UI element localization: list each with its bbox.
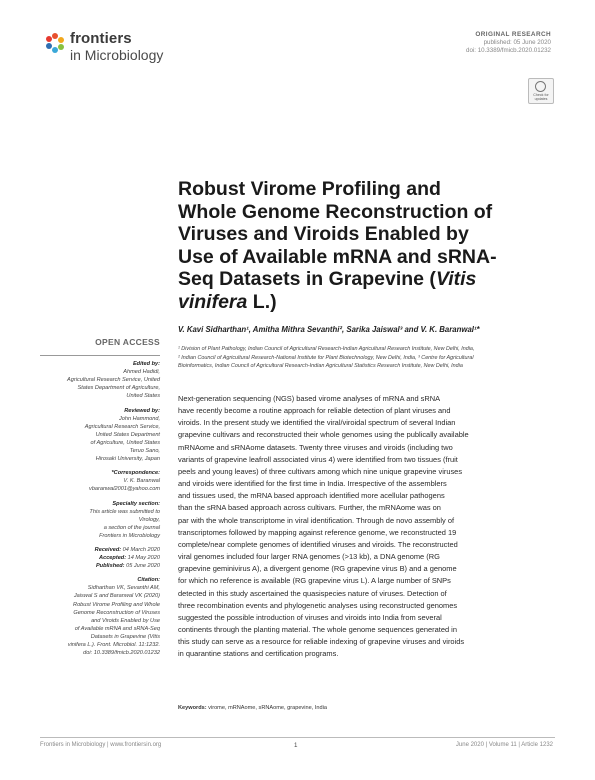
affiliations [178, 345, 553, 371]
abstract-line: for which no reference is available (RG grapevine virus L). A large number of SNPs [178, 576, 451, 586]
specialty-line: This article was submitted to [89, 508, 160, 515]
specialty-line: Frontiers in Microbiology [99, 532, 160, 539]
abstract-line: viral genomes included four larger RNA genomes (>13 kb), a DNA genome (RG [178, 552, 440, 562]
citation-line: Robust Virome Profiling and Whole [73, 601, 160, 608]
footer-journal-link[interactable]: Frontiers in Microbiology | www.frontiersin.org [40, 742, 162, 748]
abstract-line: continents through the planting material. The whole genome sequences generated in [178, 624, 457, 634]
abstract-line: this study can serve as a resource for reliable indexing of grapevine viruses and viroids [178, 637, 465, 647]
accepted-label: Accepted: [99, 555, 127, 562]
affiliation-line: ² Indian Council of Agricultural Research-National Institute for Plant Biotechnology, New Delhi, India, ³ Centre for Agricultural [178, 354, 474, 361]
abstract-line: have recently become a routine approach for reliable detection of plant viruses and [178, 406, 451, 416]
affiliation-line: ¹ Division of Plant Pathology, Indian Council of Agricultural Research-Indian Agricultural Research Institute, New Delhi, India, [178, 346, 475, 352]
specialty-label: Specialty section: [112, 500, 160, 507]
update-icon [535, 81, 546, 92]
title-main: Robust Virome Profiling and Whole Genome Reconstruction of Viruses and Viroids Enabled by Use of Available mRNA and sRNA-Seq Datasets in Grapevine ( [178, 178, 497, 290]
abstract-line: complete/near complete genomes of identified viruses and viroids. The reconstructed [178, 539, 458, 549]
citation-line: Genome Reconstruction of Viruses [73, 609, 160, 616]
doi[interactable]: doi: 10.3389/fmicb.2020.01232 [466, 47, 551, 54]
abstract-line: transcriptomes followed by mapping against reference genome, we reconstructed 19 [178, 527, 457, 537]
reviewer-line: United States Department [95, 431, 160, 438]
open-access-label: OPEN ACCESS [95, 337, 160, 347]
title-species: Vitis vinifera [178, 268, 477, 313]
edited-by-label: Edited by: [132, 361, 160, 368]
published-label: Published: [95, 563, 125, 570]
frontiers-logo-icon [44, 32, 66, 54]
correspondence-info [40, 477, 160, 493]
sidebar-divider [40, 355, 160, 356]
published-date-sidebar [40, 562, 160, 570]
abstract-line: in quarantine stations and certification programs. [178, 649, 339, 659]
citation-line: doi: 10.3389/fmicb.2020.01232 [83, 650, 160, 657]
published-date: published: 05 June 2020 [483, 39, 551, 46]
page-number: 1 [294, 742, 298, 749]
accepted-value: 14 May 2020 [127, 555, 160, 562]
journal-name: in Microbiology [70, 47, 164, 63]
published-value: 05 June 2020 [126, 563, 160, 570]
citation-line: vinifera L.). Front. Microbiol. 11:1232. [67, 642, 160, 648]
abstract-line: par with the whole transcriptome in viral identification. Through de novo assembly of [178, 515, 455, 525]
abstract-line: Next-generation sequencing (NGS) based virome analyses of mRNA and sRNA [178, 394, 441, 403]
citation-line: Jaiswal S and Baranwal VK (2020) [73, 593, 160, 600]
editor-line: States Department of Agriculture, [77, 385, 160, 392]
abstract-line: viroids. In the present study we identified the viral/viroidal spectrum of several Indian [178, 418, 456, 428]
check-for-updates-badge[interactable] [528, 78, 554, 104]
abstract-line: than the sRNA based approach across cultivars. Further, the mRNAome was on [178, 503, 441, 513]
title-tail: L.) [247, 290, 277, 313]
editor-line: Ahmed Hadidi, [123, 369, 160, 376]
abstract-line: detected in this study ascertained the quasispecies nature of viruses. Detection of [178, 588, 447, 598]
keywords-list: virome, mRNAome, sRNAome, grapevine, India [208, 705, 327, 711]
citation-line: of Available mRNA and sRNA-Seq [74, 625, 160, 632]
brand-name: frontiers [70, 30, 132, 47]
reviewer-info [40, 415, 160, 464]
reviewer-line: Agricultural Research Service, [84, 423, 160, 430]
article-sidebar [40, 338, 160, 657]
article-header-info [351, 31, 551, 55]
editor-line: Agricultural Research Service, United [67, 377, 160, 384]
specialty-info [40, 508, 160, 540]
received-label: Received: [94, 546, 122, 553]
specialty-line: Virology, [138, 516, 160, 523]
reviewed-by-label: Reviewed by: [124, 407, 160, 414]
author-list: V. Kavi Sidharthan¹, Amitha Mithra Sevanthi², Sarika Jaiswal³ and V. K. Baranwal¹* [178, 325, 480, 334]
abstract-line: three recombination events and phylogenetic analyses using reconstructed genomes [178, 600, 458, 610]
abstract-line: grapevine geminivirus A), a divergent genome (RG grapevine virus B) and a genome [178, 564, 457, 574]
abstract-line: mRNAome and sRNAome datasets. Twenty three viruses and viroids (including two [178, 442, 453, 452]
citation-label: Citation: [137, 577, 160, 584]
keywords-label: Keywords: [178, 705, 207, 711]
badge-label: Check for updates [533, 93, 549, 101]
article-title [178, 178, 498, 313]
abstract-line: suggested the possible introduction of viruses and viroids into India from several [178, 612, 442, 622]
reviewer-line: John Hammond, [118, 415, 160, 422]
citation-text [40, 584, 160, 657]
accepted-date [40, 554, 160, 562]
abstract-line: peels and young leaves) of three cultivars among which nine unique grapevine viruses [178, 466, 463, 476]
citation-line: Datasets in Grapevine (Vitis [90, 633, 160, 640]
footer-issue-info: June 2020 | Volume 11 | Article 1232 [455, 742, 553, 748]
keywords [178, 705, 553, 711]
editor-line: United States [126, 393, 160, 400]
abstract-line: and tissues used, the mRNA based approach identified more acellular pathogens [178, 491, 445, 501]
footer-divider [40, 737, 555, 738]
editor-info [40, 368, 160, 400]
received-value: 04 March 2020 [122, 546, 160, 553]
received-date [40, 546, 160, 554]
abstract-line: grapevine cultivars and reconstructed their whole genomes using the publically available [178, 430, 469, 440]
reviewer-line: Hirosaki University, Japan [95, 456, 160, 463]
reviewer-line: of Agriculture, United States [90, 439, 160, 446]
correspondence-name: V. K. Baranwal [123, 478, 160, 485]
abstract-line: and viroids were identified for the first time in India. Irrespective of the assemblers [178, 479, 447, 489]
frontiers-logo[interactable] [44, 26, 184, 66]
affiliation-line: Bioinformatics, Indian Council of Agricultural Research-Indian Agricultural Statistics Research Institute, New Delhi, India [178, 363, 463, 370]
article-type: ORIGINAL RESEARCH [475, 31, 551, 38]
correspondence-label: *Correspondence: [111, 470, 160, 477]
reviewer-line: Teruo Sano, [129, 448, 160, 455]
citation-line: and Viroids Enabled by Use [91, 617, 160, 624]
abstract [178, 393, 553, 660]
citation-line: Sidharthan VK, Sevanthi AM, [87, 585, 160, 592]
abstract-line: variants of grapevine leafroll associated virus 4) were identified from two tissues (fruit [178, 454, 458, 464]
specialty-line: a section of the journal [103, 524, 160, 531]
correspondence-email[interactable]: vbaranwal2001@yahoo.com [89, 486, 160, 493]
